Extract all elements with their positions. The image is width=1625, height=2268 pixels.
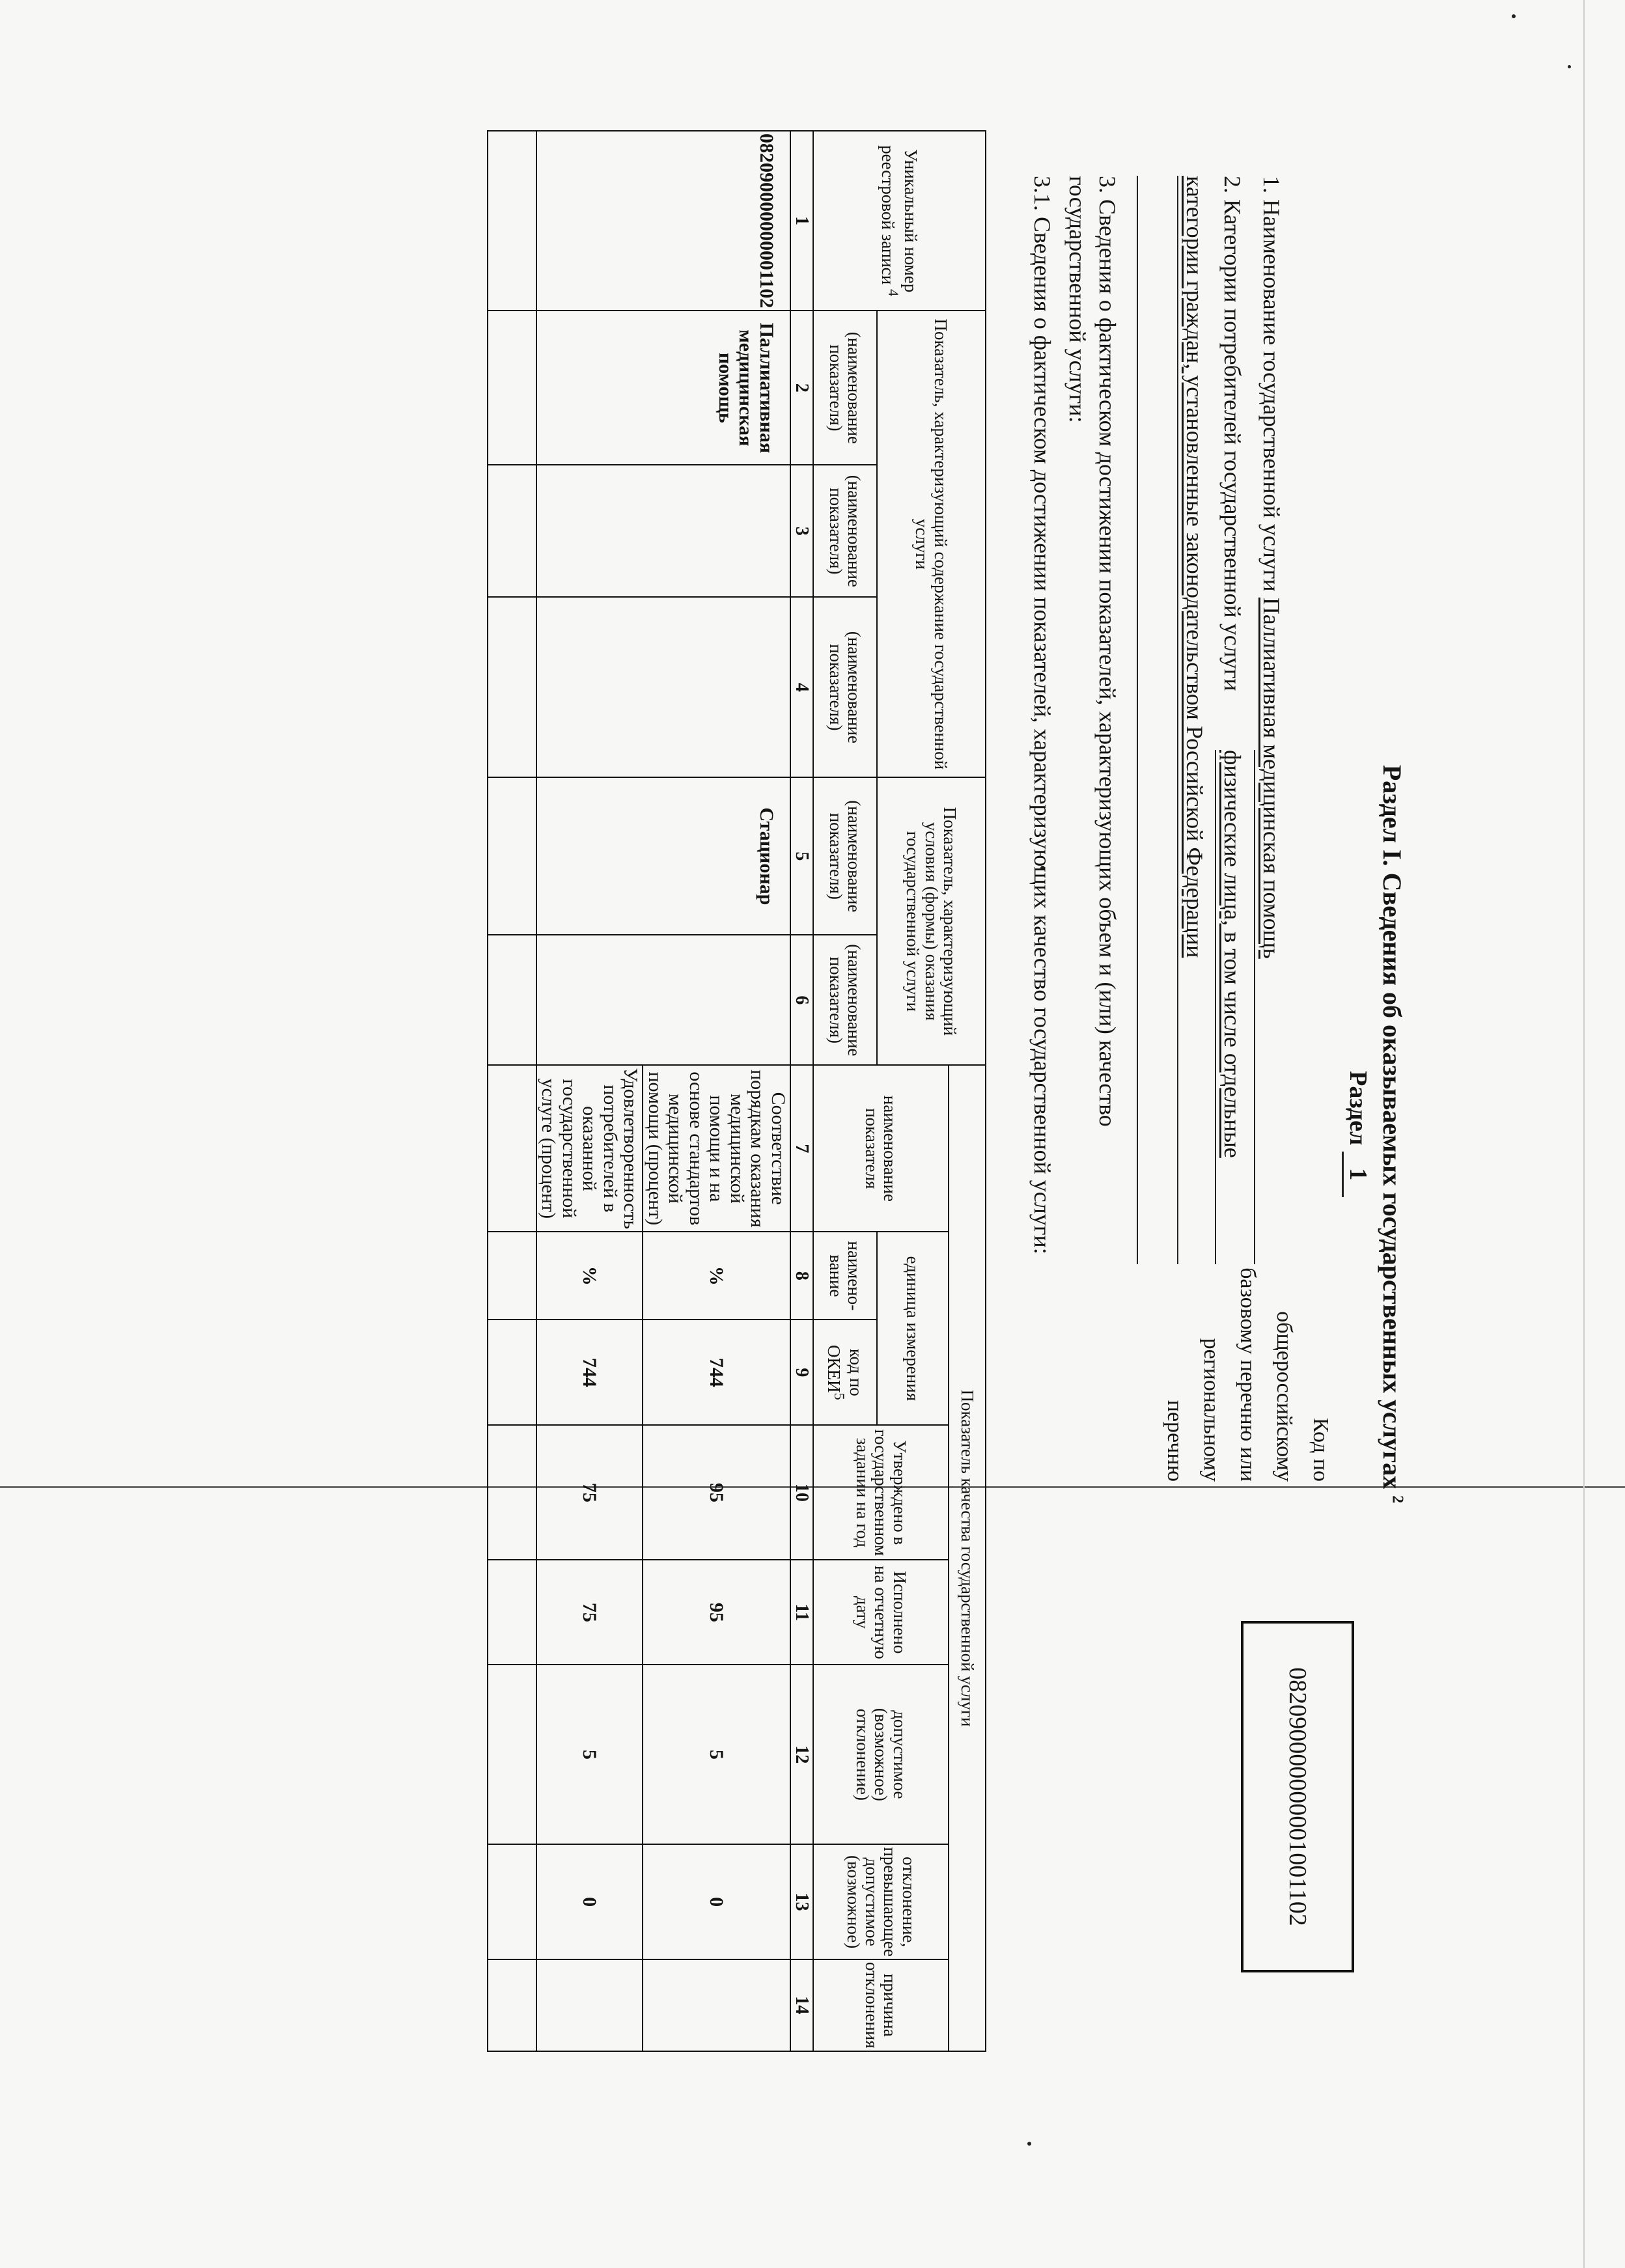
cell-exceeding: 0 <box>536 1844 643 1959</box>
cell-allowed: 5 <box>536 1665 643 1844</box>
section31-heading: 3.1. Сведения о фактическом достижении показателей, характеризующих качество государственной услуги: <box>1029 176 1055 1254</box>
col-number-9: 9 <box>790 1320 813 1425</box>
header-allowed-deviation: допустимое (возможное) отклонение) <box>813 1665 949 1844</box>
cell-reason <box>643 1959 790 2051</box>
col-number-5: 5 <box>790 777 813 935</box>
header-content-group: Показатель, характеризующий содержание государственной услуги <box>877 311 986 777</box>
header-registry-no: Уникальный номер реестровой записи $^4$ <box>813 131 986 311</box>
cell-okei: 744 <box>536 1320 643 1425</box>
quality-indicators-table <box>487 130 986 2052</box>
header-indicator-sub-4: (наименование показателя) <box>813 777 877 935</box>
col-number-11: 11 <box>790 1560 813 1665</box>
cell-unit: % <box>536 1232 643 1320</box>
header-conditions-group: Показатель, характеризующий условия (формы) оказания государственной услуги <box>877 777 986 1065</box>
header-indicator-sub-1: (наименование показателя) <box>813 311 877 465</box>
cell-content-empty-3 <box>536 465 790 597</box>
cell-condition-empty-6 <box>536 935 790 1065</box>
header-indicator-sub-3: (наименование показателя) <box>813 597 877 777</box>
consumers-value-1: физические лица, в том числе отдельные <box>1219 750 1245 1158</box>
cell-allowed: 5 <box>643 1665 790 1844</box>
service-name-label: 1. Наименование государственной услуги <box>1258 176 1285 592</box>
col-number-7: 7 <box>790 1065 813 1232</box>
consumers-rule-1 <box>1215 750 1216 1264</box>
cell-indicator: Удовлетворенность потребителей в оказанной государственной услуге (процент) <box>536 1065 643 1232</box>
header-indicator-sub-5: (наименование показателя) <box>813 935 877 1065</box>
header-executed: Исполнено на отчетную дату <box>813 1560 949 1665</box>
cell-executed: 95 <box>643 1560 790 1665</box>
blank-rule <box>1137 176 1138 1264</box>
col-number-6: 6 <box>790 935 813 1065</box>
cell-content: Паллиативная медицинская помощь <box>536 311 790 465</box>
service-name-rule <box>1254 750 1255 1264</box>
section3-line2: государственной услуги: <box>1064 176 1090 423</box>
service-name-value: Паллиативная медицинская помощь <box>1258 597 1285 959</box>
col-number-12: 12 <box>790 1665 813 1844</box>
registry-code-value: 082090000000001001102 <box>1284 1667 1311 1926</box>
cell-approved: 75 <box>536 1425 643 1560</box>
cell-registry-no: 082090000000001102 <box>536 131 790 311</box>
col-number-1: 1 <box>790 131 813 311</box>
table-row <box>643 131 790 2051</box>
cell-content-empty-4 <box>536 597 790 777</box>
header-approved: Утверждено в государственном задании на год <box>813 1425 949 1560</box>
header-indicator-name: наименование показателя <box>813 1065 949 1232</box>
col-number-10: 10 <box>790 1425 813 1560</box>
consumers-label: 2. Категории потребителей государственной услуги <box>1219 176 1245 691</box>
consumers-value-2: категории граждан, установленные законодательством Российской Федерации <box>1182 176 1208 958</box>
service-name-line <box>1258 176 1285 959</box>
header-quality-group: Показатель качества государственной услуги <box>949 1065 986 2051</box>
header-exceeding-deviation: отклонение, превышающее допустимое (возможное) <box>813 1844 949 1959</box>
section-number-line: Раздел 1 <box>1342 0 1372 2268</box>
cell-reason <box>536 1959 643 2051</box>
col-number-14: 14 <box>790 1959 813 2051</box>
col-number-3: 3 <box>790 465 813 597</box>
col-number-13: 13 <box>790 1844 813 1959</box>
header-reason: причина отклонения <box>813 1959 949 2051</box>
col-number-8: 8 <box>790 1232 813 1320</box>
cell-approved: 95 <box>643 1425 790 1560</box>
table-row-empty <box>488 131 536 2051</box>
header-unit-name: наимено-вание <box>813 1232 877 1320</box>
col-number-4: 4 <box>790 597 813 777</box>
header-indicator-sub-2: (наименование показателя) <box>813 465 877 597</box>
section-number: 1 <box>1342 1152 1372 1197</box>
consumers-rule-2 <box>1177 176 1178 1264</box>
document-title: Раздел I. Сведения об оказываемых государственных услугах $^2$ <box>1378 764 1407 1504</box>
code-label: Код по общероссийскому базовому перечню или региональному перечню <box>1163 1267 1333 1482</box>
cell-executed: 75 <box>536 1560 643 1665</box>
cell-unit: % <box>643 1232 790 1320</box>
cell-condition: Стационар <box>536 777 790 935</box>
header-unit-code: код по ОКЕИ$^5$ <box>813 1320 877 1425</box>
header-unit-group: единица измерения <box>877 1232 949 1425</box>
cell-exceeding: 0 <box>643 1844 790 1959</box>
cell-indicator: Соответствие порядкам оказания медицинской помощи и на основе стандартов медицинской помощи (процент) <box>643 1065 790 1232</box>
registry-code-box <box>1241 1621 1354 1972</box>
col-number-2: 2 <box>790 311 813 465</box>
cell-okei: 744 <box>643 1320 790 1425</box>
section3-line1: 3. Сведения о фактическом достижении показателей, характеризующих объем и (или) качество <box>1094 176 1120 1127</box>
